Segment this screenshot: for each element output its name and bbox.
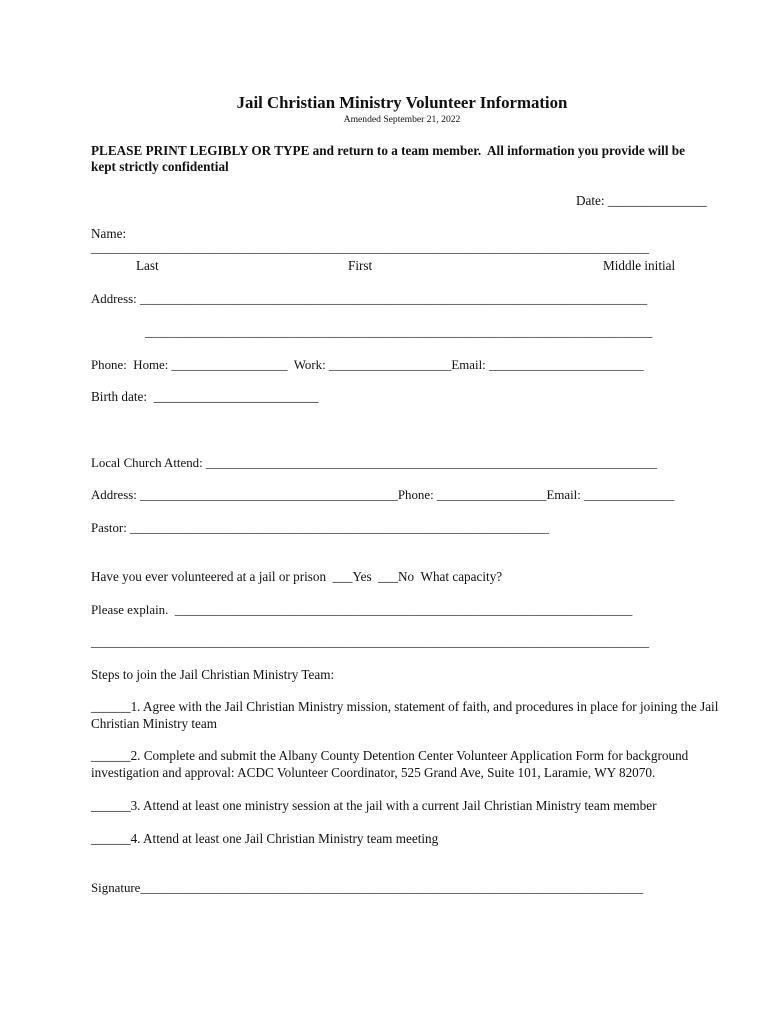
amended-date: Amended September 21, 2022 <box>343 114 461 125</box>
step-2: ______2. Complete and submit the Albany County Detention Center Volunteer Application Form for background investigation and approval: ACDC Volunteer Coordinator, 525 Grand Ave, Suite 101, Laramie, WY 82070. <box>91 748 689 780</box>
step-3: ______3. Attend at least one ministry session at the jail with a current Jail Christian Ministry team member <box>91 798 657 813</box>
name-field[interactable]: ________________________________________________________________________________________ <box>91 241 650 255</box>
birth-date-field[interactable]: Birth date: _________________________ <box>91 389 319 404</box>
instructions-line-1: PLEASE PRINT LEGIBLY OR TYPE and return to a team member. All information you provide will be <box>91 143 685 158</box>
address-field-line-2[interactable]: _______________________________________________________________________________ <box>145 325 653 339</box>
explain-field-line-2[interactable]: ________________________________________________________________________________________ <box>91 635 650 649</box>
address-field[interactable]: Address: _______________________________________________________________________________ <box>91 292 648 306</box>
pastor-field[interactable]: Pastor: _________________________________________________________________ <box>91 521 549 535</box>
explain-field[interactable]: Please explain. _______________________________________________________________________ <box>91 603 633 617</box>
local-church-field[interactable]: Local Church Attend: ______________________________________________________________________ <box>91 456 658 470</box>
name-first-label: First <box>348 258 373 273</box>
name-middle-initial-label: Middle initial <box>603 258 676 273</box>
page-title: Jail Christian Ministry Volunteer Information <box>236 93 568 112</box>
volunteered-question[interactable]: Have you ever volunteered at a jail or prison ___Yes ___No What capacity? <box>91 569 503 584</box>
church-address-row[interactable]: Address: ________________________________________Phone: _________________Email: ______________ <box>91 488 675 502</box>
step-4: ______4. Attend at least one Jail Christian Ministry team meeting <box>91 831 439 846</box>
name-label: Name: <box>91 226 127 241</box>
step-1: ______1. Agree with the Jail Christian Ministry mission, statement of faith, and procedures in place for joining the Jail Christian Ministry team <box>91 699 719 731</box>
name-last-label: Last <box>136 258 159 273</box>
date-field[interactable]: Date: _______________ <box>576 193 707 208</box>
instructions-line-2: kept strictly confidential <box>91 159 229 174</box>
phone-row[interactable]: Phone: Home: __________________ Work: ___________________Email: ________________________ <box>91 358 644 372</box>
steps-heading: Steps to join the Jail Christian Ministry Team: <box>91 667 335 682</box>
signature-field[interactable]: Signature______________________________________________________________________________ <box>91 881 644 895</box>
